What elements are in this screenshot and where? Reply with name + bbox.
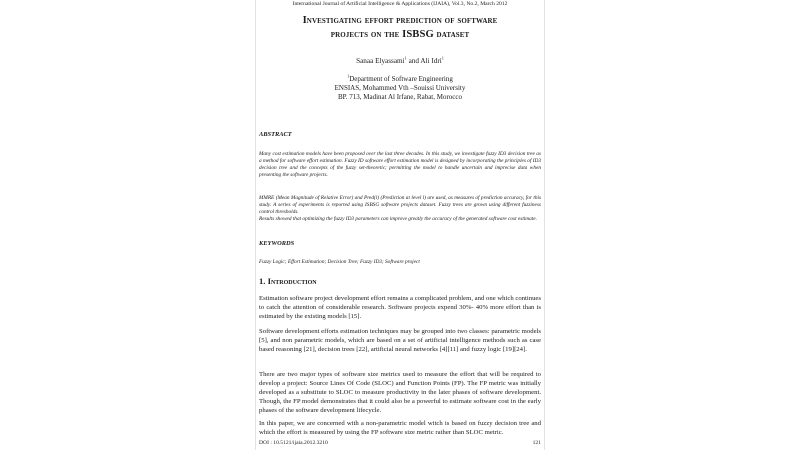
intro-paragraph-3: There are two major types of software size metrics used to measure the effort that will be required to develop a project: Source Lines Of Code (SLOC) and Function Points (FP). The FP metric was initially developed as a substitute to SLOC to measure productivity in the later phases of software development. Though, the FP model demonstrates that it could also be a powerful to estimate software cost in the early phases of the software development lifecycle. (259, 371, 541, 414)
abstract-paragraph-1: Many cost estimation models have been proposed over the last three decades. In this study, we investigate fuzzy ID3 decision tree as a method for software effort estimation. Fuzzy ID software effort estimation model is designed by incorporating the principles of ID3 decision tree and the concepts of the fuzzy set-theoretic; permitting the model to handle uncertain and imprecise data when presenting the software projects. (259, 151, 541, 178)
abstract-paragraph-3-text: Results showed that optimizing the fuzzy ID3 parameters can improve greatly the accuracy of the generated software cost estimate. (259, 215, 537, 222)
title-line-2: projects on the ISBSG dataset (330, 29, 470, 40)
intro-paragraph-2: Software development efforts estimation techniques may be grouped into two classes: parametric models [5], and non parametric models, which are based on a set of artificial intelligence methods such as case based reasoning [21], decision trees [22], artificial neural networks [4][11] and fuzzy logic [19][24]. (259, 328, 541, 353)
paper-title (259, 14, 541, 42)
keywords-list: Fuzzy Logic; Effort Estimation; Decision Tree; Fuzzy ID3; Software project (259, 259, 420, 265)
keywords-heading: KEYWORDS (259, 240, 295, 247)
abstract-paragraph-2-text: MMRE (Mean Magnitude of Relative Error) and Pred(l) (Prediction at level l) are used, as measures of prediction accuracy, for this study. A series of experiments is reported using ISBSG software projects dataset. Fuzzy trees are grown using different fuzziness control thresholds. (259, 195, 541, 215)
running-head: International Journal of Artificial Intelligence & Applications (IJAIA), Vol.3, No.2, March 2012 (292, 1, 508, 7)
affiliation-department: Department of Software Engineering (349, 75, 453, 83)
intro-paragraph-4: In this paper, we are concerned with a non-parametric model witch is based on fuzzy decision tree and which the effort is measured by using the FP software size metric rather than SLOC metric. (259, 420, 541, 436)
author-2: Ali Idri (420, 57, 442, 65)
abstract-heading: ABSTRACT (259, 131, 292, 138)
author-conjunction: and (406, 57, 421, 65)
author-2-affil-mark: 1 (441, 55, 444, 61)
document-page[interactable] (256, 0, 544, 450)
author-1: Sanaa Elyassami (356, 57, 405, 65)
abstract-paragraph-2 (259, 195, 541, 223)
title-line-1: Investigating effort prediction of software (302, 15, 498, 26)
affiliation-school: ENSIAS, Mohammed Vth –Souissi University (334, 84, 466, 93)
affiliation-address: BP. 713, Madinat Al Irfane, Rabat, Morocco (337, 93, 463, 102)
doi-text: DOI : 10.5121/ijaia.2012.3210 (259, 440, 328, 446)
author-1-affil-mark: 1 (404, 55, 407, 61)
page-number: 121 (532, 440, 541, 446)
affiliation (259, 75, 541, 103)
intro-paragraph-1: Estimation software project development effort remains a complicated problem, and one which continues to catch the attention of considerable research. Software projects expend 30%- 40% more effort than is estimated by the existing models [15]. (259, 295, 541, 320)
section-heading-introduction: 1. Introduction (259, 276, 317, 286)
author-line (259, 57, 541, 65)
page-footer (259, 440, 541, 446)
affiliation-mark: 1 (347, 73, 350, 79)
